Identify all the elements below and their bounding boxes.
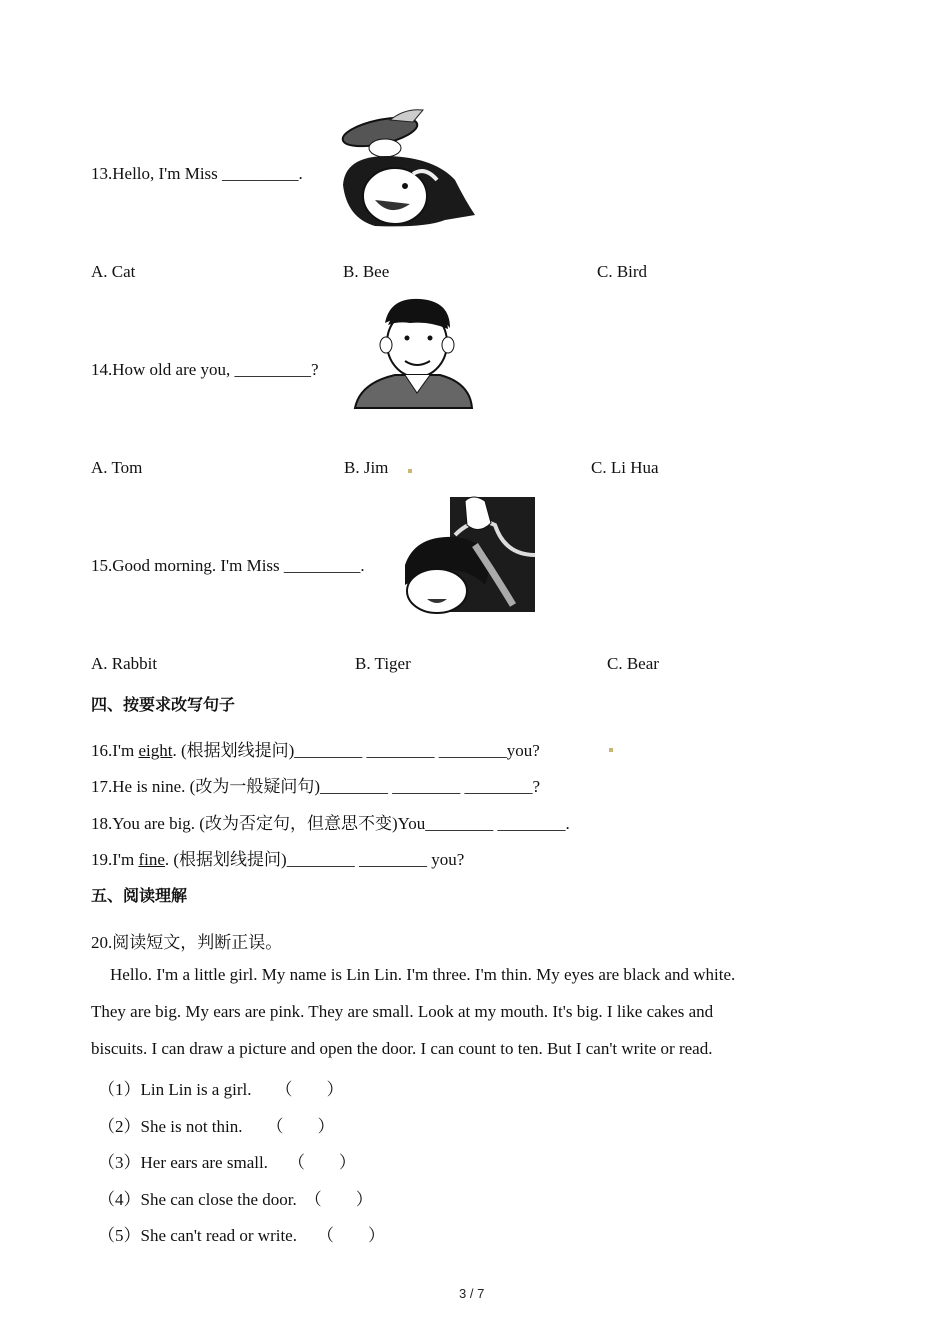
section-5-heading: 五、阅读理解 bbox=[91, 886, 188, 905]
answer-blank[interactable]: （ ） bbox=[275, 1080, 344, 1099]
question-13-option-a[interactable]: A. Cat bbox=[91, 262, 136, 281]
question-19-underlined-word: fine bbox=[138, 850, 165, 869]
question-15-stem: 15.Good morning. I'm Miss _________. bbox=[91, 556, 365, 575]
question-14-option-c[interactable]: C. Li Hua bbox=[591, 458, 659, 477]
answer-blank[interactable]: （ ） bbox=[287, 1153, 356, 1172]
statement-number: （5） bbox=[98, 1226, 141, 1245]
answer-blank[interactable]: （ ） bbox=[316, 1226, 385, 1245]
question-17: 17.He is nine. (改为一般疑问句)________ ________ ________? bbox=[91, 777, 541, 796]
passage-line-1: Hello. I'm a little girl. My name is Lin Lin. I'm three. I'm thin. My eyes are black and white. bbox=[110, 965, 736, 984]
question-13-option-b[interactable]: B. Bee bbox=[343, 262, 390, 281]
question-16 bbox=[91, 736, 540, 761]
question-13-option-c[interactable]: C. Bird bbox=[597, 262, 648, 281]
question-16-underlined-word: eight bbox=[138, 741, 173, 760]
statement-text: Her ears are small. bbox=[140, 1153, 268, 1172]
girl-with-bird-hat-illustration bbox=[335, 100, 480, 230]
question-18: 18.You are big. (改为否定句，但意思不变)You________ ________. bbox=[91, 814, 570, 833]
passage-line-3: biscuits. I can draw a picture and open the door. I can count to ten. But I can't write or read. bbox=[91, 1039, 713, 1058]
question-19-prefix: 19.I'm bbox=[91, 850, 139, 869]
statement-number: （2） bbox=[98, 1117, 141, 1136]
statement-text: She is not thin. bbox=[140, 1117, 243, 1136]
statement-text: She can't read or write. bbox=[140, 1226, 297, 1245]
question-16-prefix: 16.I'm bbox=[91, 741, 139, 760]
passage-line-2: They are big. My ears are pink. They are small. Look at my mouth. It's big. I like cakes and bbox=[91, 1002, 714, 1021]
statement-4 bbox=[98, 1185, 373, 1210]
artifact-dot bbox=[609, 748, 613, 752]
question-19-rest: . (根据划线提问)________ ________ you? bbox=[164, 850, 465, 869]
statement-text: She can close the door. bbox=[140, 1190, 297, 1209]
section-4-heading: 四、按要求改写句子 bbox=[91, 695, 236, 714]
question-15-option-b[interactable]: B. Tiger bbox=[355, 654, 411, 673]
question-15-option-a[interactable]: A. Rabbit bbox=[91, 654, 158, 673]
question-13-stem: 13.Hello, I'm Miss _________. bbox=[91, 164, 303, 183]
question-20-instruction: 20.阅读短文，判断正误。 bbox=[91, 933, 283, 952]
statement-number: （3） bbox=[98, 1153, 141, 1172]
answer-blank[interactable]: （ ） bbox=[266, 1117, 335, 1136]
question-14-option-a[interactable]: A. Tom bbox=[91, 458, 143, 477]
statement-number: （1） bbox=[98, 1080, 141, 1099]
boy-illustration bbox=[350, 293, 475, 413]
girl-with-rabbit-illustration bbox=[395, 495, 540, 617]
answer-blank[interactable]: （ ） bbox=[304, 1190, 373, 1209]
question-15-option-c[interactable]: C. Bear bbox=[607, 654, 659, 673]
statement-3 bbox=[98, 1148, 356, 1173]
artifact-dot bbox=[408, 469, 412, 473]
statement-5 bbox=[98, 1221, 385, 1246]
question-14-stem: 14.How old are you, _________? bbox=[91, 360, 319, 379]
statement-2 bbox=[98, 1112, 335, 1137]
question-19 bbox=[91, 845, 464, 870]
statement-1 bbox=[98, 1075, 343, 1100]
statement-number: （4） bbox=[98, 1190, 141, 1209]
page-number: 3 / 7 bbox=[459, 1286, 485, 1301]
question-16-rest: . (根据划线提问)________ ________ ________you? bbox=[172, 741, 540, 760]
question-14-option-b[interactable]: B. Jim bbox=[344, 458, 389, 477]
statement-text: Lin Lin is a girl. bbox=[140, 1080, 252, 1099]
